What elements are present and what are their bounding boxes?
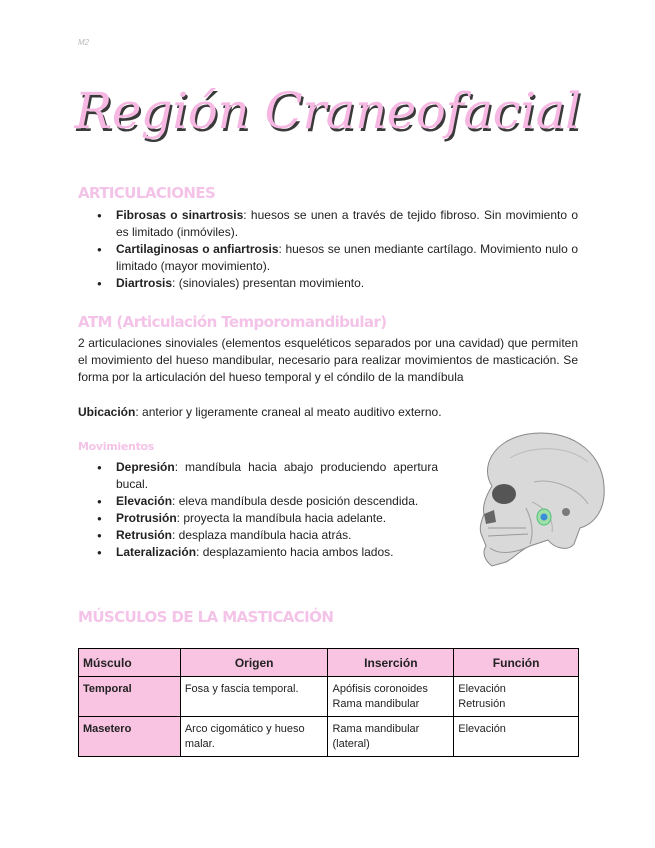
muscles-table bbox=[78, 648, 579, 757]
list-item: ● Protrusión: proyecta la mandíbula hacia adelante. bbox=[78, 510, 438, 527]
articulaciones-heading: ARTICULACIONES bbox=[78, 184, 216, 202]
movimientos-list bbox=[78, 459, 438, 561]
header-funcion: Función bbox=[454, 649, 579, 677]
cell-origen: Fosa y fascia temporal. bbox=[180, 677, 328, 717]
header-origen: Origen bbox=[180, 649, 328, 677]
table-row bbox=[79, 717, 579, 757]
atm-heading: ATM (Articulación Temporomandibular) bbox=[78, 313, 387, 331]
list-item: ● Diartrosis: (sinoviales) presentan movimiento. bbox=[78, 275, 578, 292]
header-insercion: Inserción bbox=[328, 649, 454, 677]
cell-insercion: Apófisis coronoides Rama mandibular bbox=[328, 677, 454, 717]
list-item: ● Elevación: eleva mandíbula desde posición descendida. bbox=[78, 493, 438, 510]
header-musculo: Músculo bbox=[79, 649, 181, 677]
cell-funcion: Elevación Retrusión bbox=[454, 677, 579, 717]
cell-musculo: Temporal bbox=[79, 677, 181, 717]
list-item: ● Fibrosas o sinartrosis: huesos se unen a través de tejido fibroso. Sin movimiento o es limitado (inmóviles). bbox=[78, 207, 578, 241]
list-item: ● Cartilaginosas o anfiartrosis: huesos se unen mediante cartílago. Movimiento nulo o limitado (mayor movimiento). bbox=[78, 241, 578, 275]
articulaciones-list bbox=[78, 207, 578, 292]
musculos-heading: MÚSCULOS DE LA MASTICACIÓN bbox=[78, 608, 334, 626]
cell-funcion: Elevación bbox=[454, 717, 579, 757]
cell-origen: Arco cigomático y hueso malar. bbox=[180, 717, 328, 757]
table-header-row bbox=[79, 649, 579, 677]
movimientos-heading: Movimientos bbox=[78, 440, 155, 453]
cell-insercion: Rama mandibular (lateral) bbox=[328, 717, 454, 757]
list-item: ● Lateralización: desplazamiento hacia ambos lados. bbox=[78, 544, 438, 561]
cell-musculo: Masetero bbox=[79, 717, 181, 757]
list-item: ● Retrusión: desplaza mandíbula hacia atrás. bbox=[78, 527, 438, 544]
list-item: ● Depresión: mandíbula hacia abajo produciendo apertura bucal. bbox=[78, 459, 438, 493]
page-tag: M2 bbox=[78, 38, 90, 47]
atm-paragraph: 2 articulaciones sinoviales (elementos esqueléticos separados por una cavidad) que permiten el movimiento del hueso mandibular, necesario para realizar movimientos de masticación. Se forma por la articulación del hueso temporal y el cóndilo de la mandíbula bbox=[78, 336, 578, 384]
skull-illustration bbox=[470, 428, 610, 573]
atm-location: Ubicación: anterior y ligeramente craneal al meato auditivo externo. bbox=[78, 405, 442, 419]
page-title: Región Craneofacial bbox=[74, 82, 581, 140]
table-row bbox=[79, 677, 579, 717]
